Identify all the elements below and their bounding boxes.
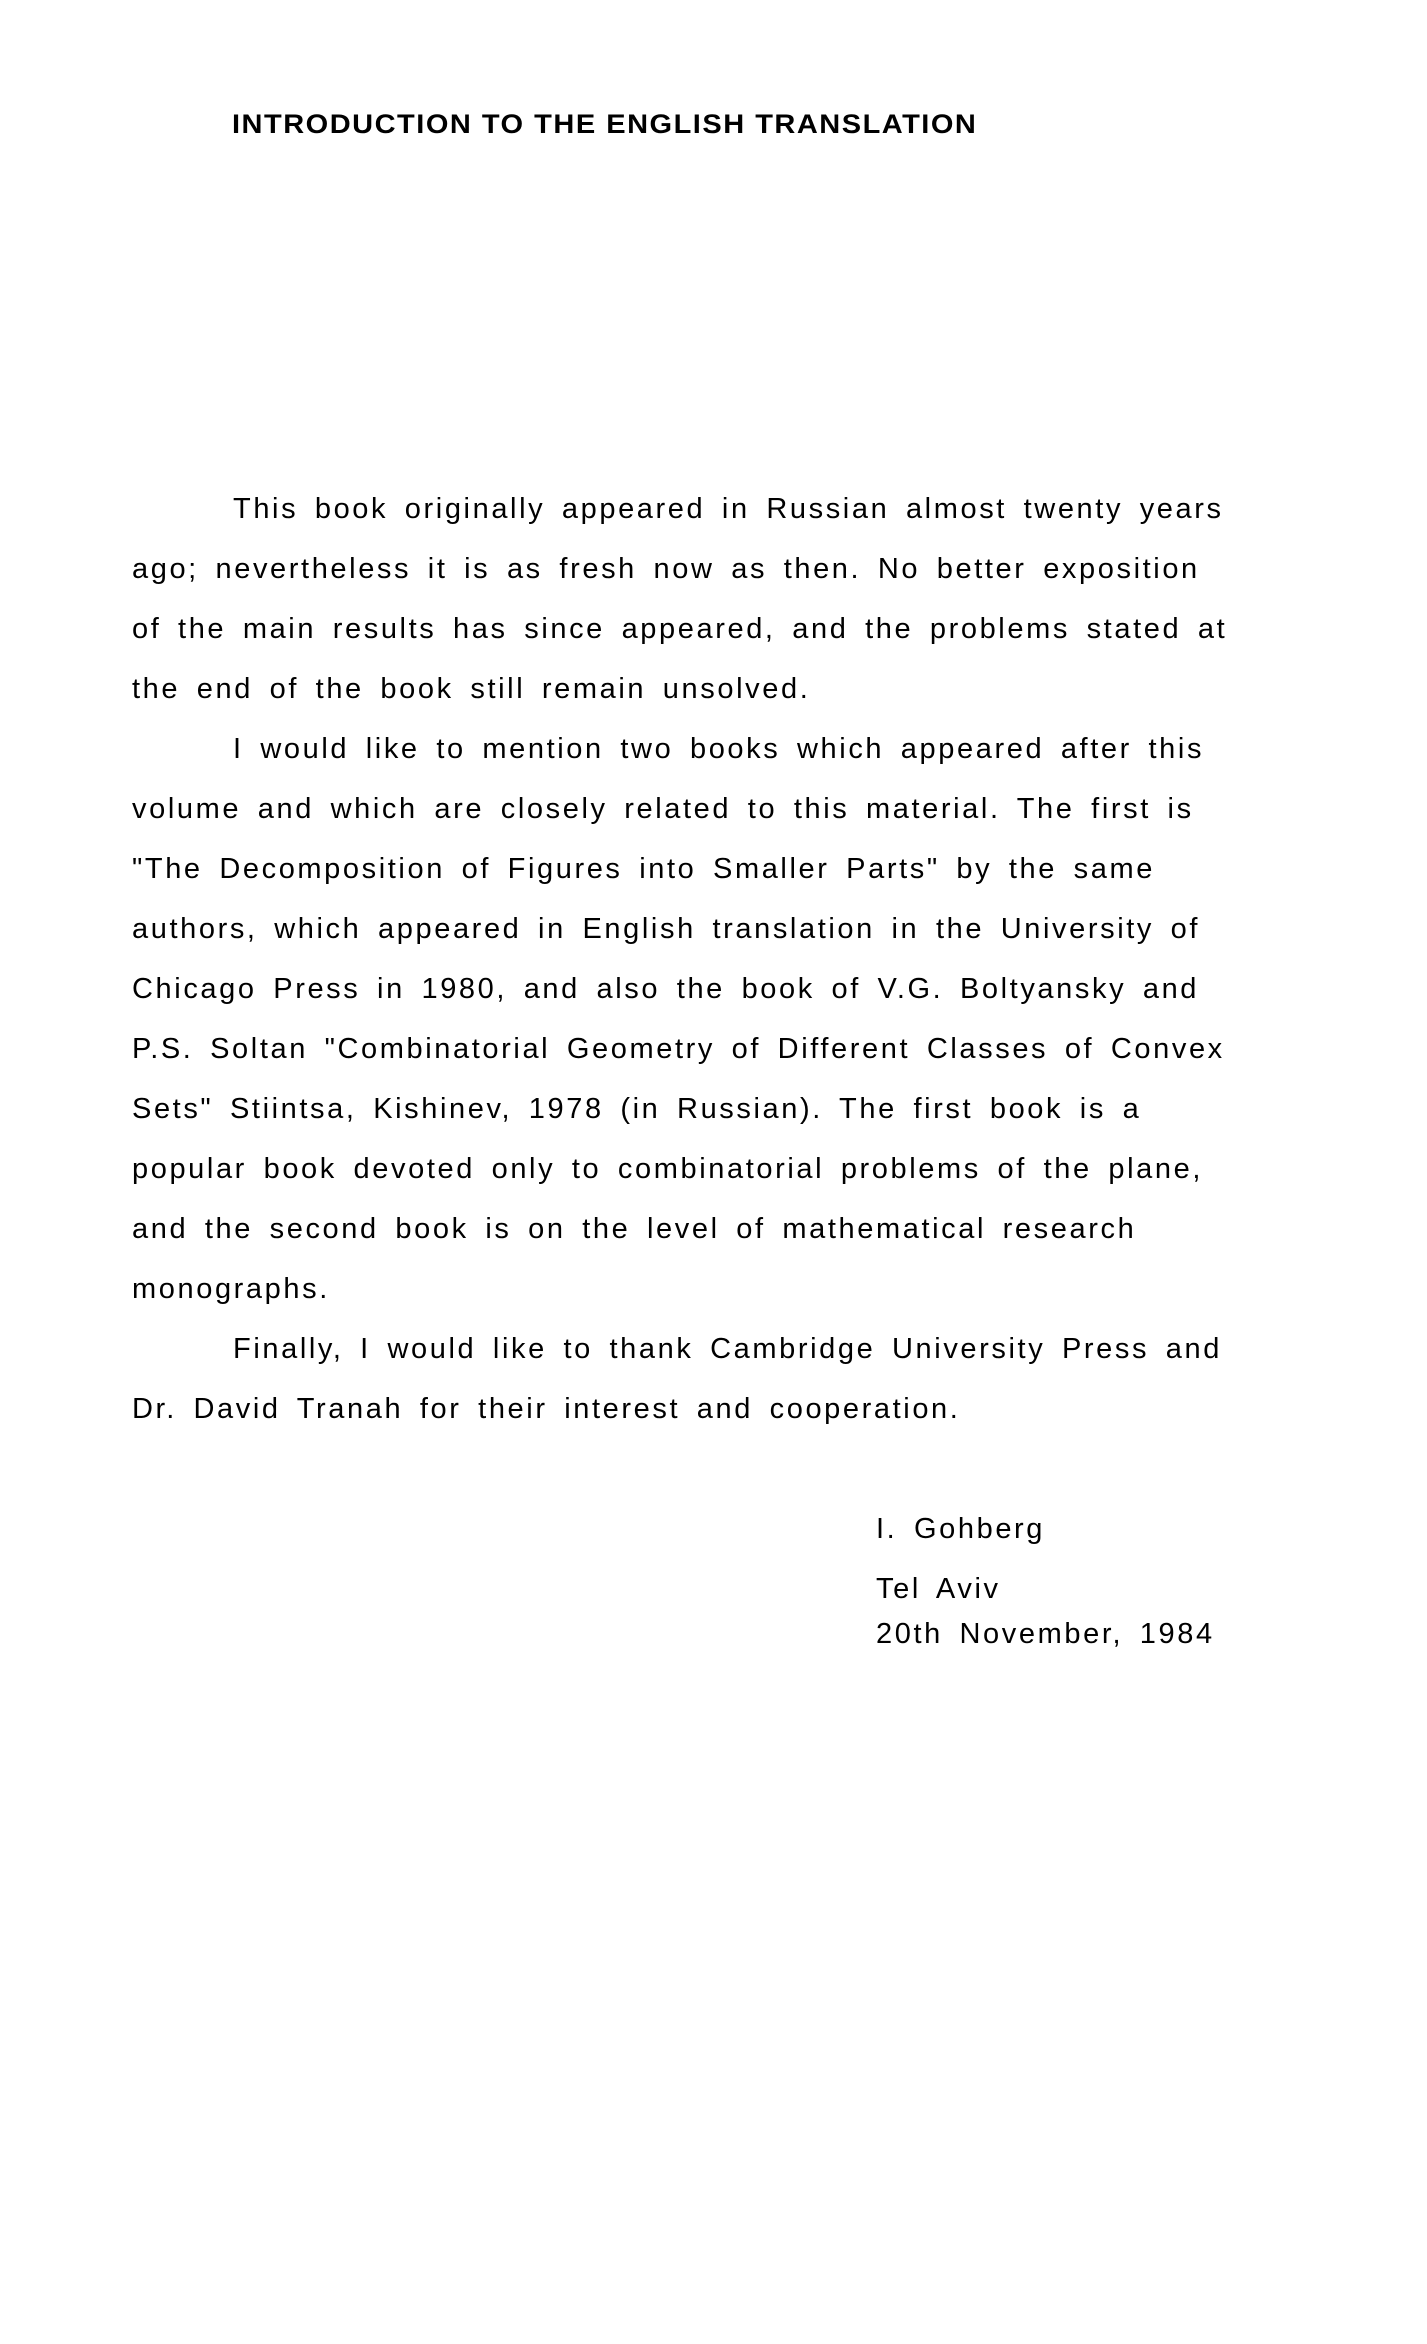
signature-date: 20th November, 1984 bbox=[876, 1618, 1215, 1650]
body-line: the end of the book still remain unsolved. bbox=[132, 673, 811, 705]
signature-place: Tel Aviv bbox=[876, 1573, 1001, 1605]
body-line: P.S. Soltan "Combinatorial Geometry of Different Classes of Convex bbox=[132, 1033, 1225, 1065]
body-line: ago; nevertheless it is as fresh now as then. No better exposition bbox=[132, 553, 1200, 585]
body-line: Dr. David Tranah for their interest and cooperation. bbox=[132, 1393, 961, 1425]
signature-name: I. Gohberg bbox=[876, 1513, 1046, 1545]
page-heading: INTRODUCTION TO THE ENGLISH TRANSLATION bbox=[232, 110, 978, 140]
body-line: Finally, I would like to thank Cambridge University Press and bbox=[233, 1333, 1222, 1365]
body-line: "The Decomposition of Figures into Smaller Parts" by the same bbox=[132, 853, 1155, 885]
body-line: popular book devoted only to combinatorial problems of the plane, bbox=[132, 1153, 1203, 1185]
body-line: volume and which are closely related to this material. The first is bbox=[132, 793, 1194, 825]
body-line: monographs. bbox=[132, 1273, 330, 1305]
body-line: of the main results has since appeared, and the problems stated at bbox=[132, 613, 1228, 645]
body-line: This book originally appeared in Russian almost twenty years bbox=[233, 493, 1224, 525]
body-line: I would like to mention two books which appeared after this bbox=[233, 733, 1205, 765]
body-line: authors, which appeared in English translation in the University of bbox=[132, 913, 1201, 945]
body-line: and the second book is on the level of mathematical research bbox=[132, 1213, 1137, 1245]
body-line: Chicago Press in 1980, and also the book of V.G. Boltyansky and bbox=[132, 973, 1200, 1005]
body-line: Sets" Stiintsa, Kishinev, 1978 (in Russian). The first book is a bbox=[132, 1093, 1142, 1125]
